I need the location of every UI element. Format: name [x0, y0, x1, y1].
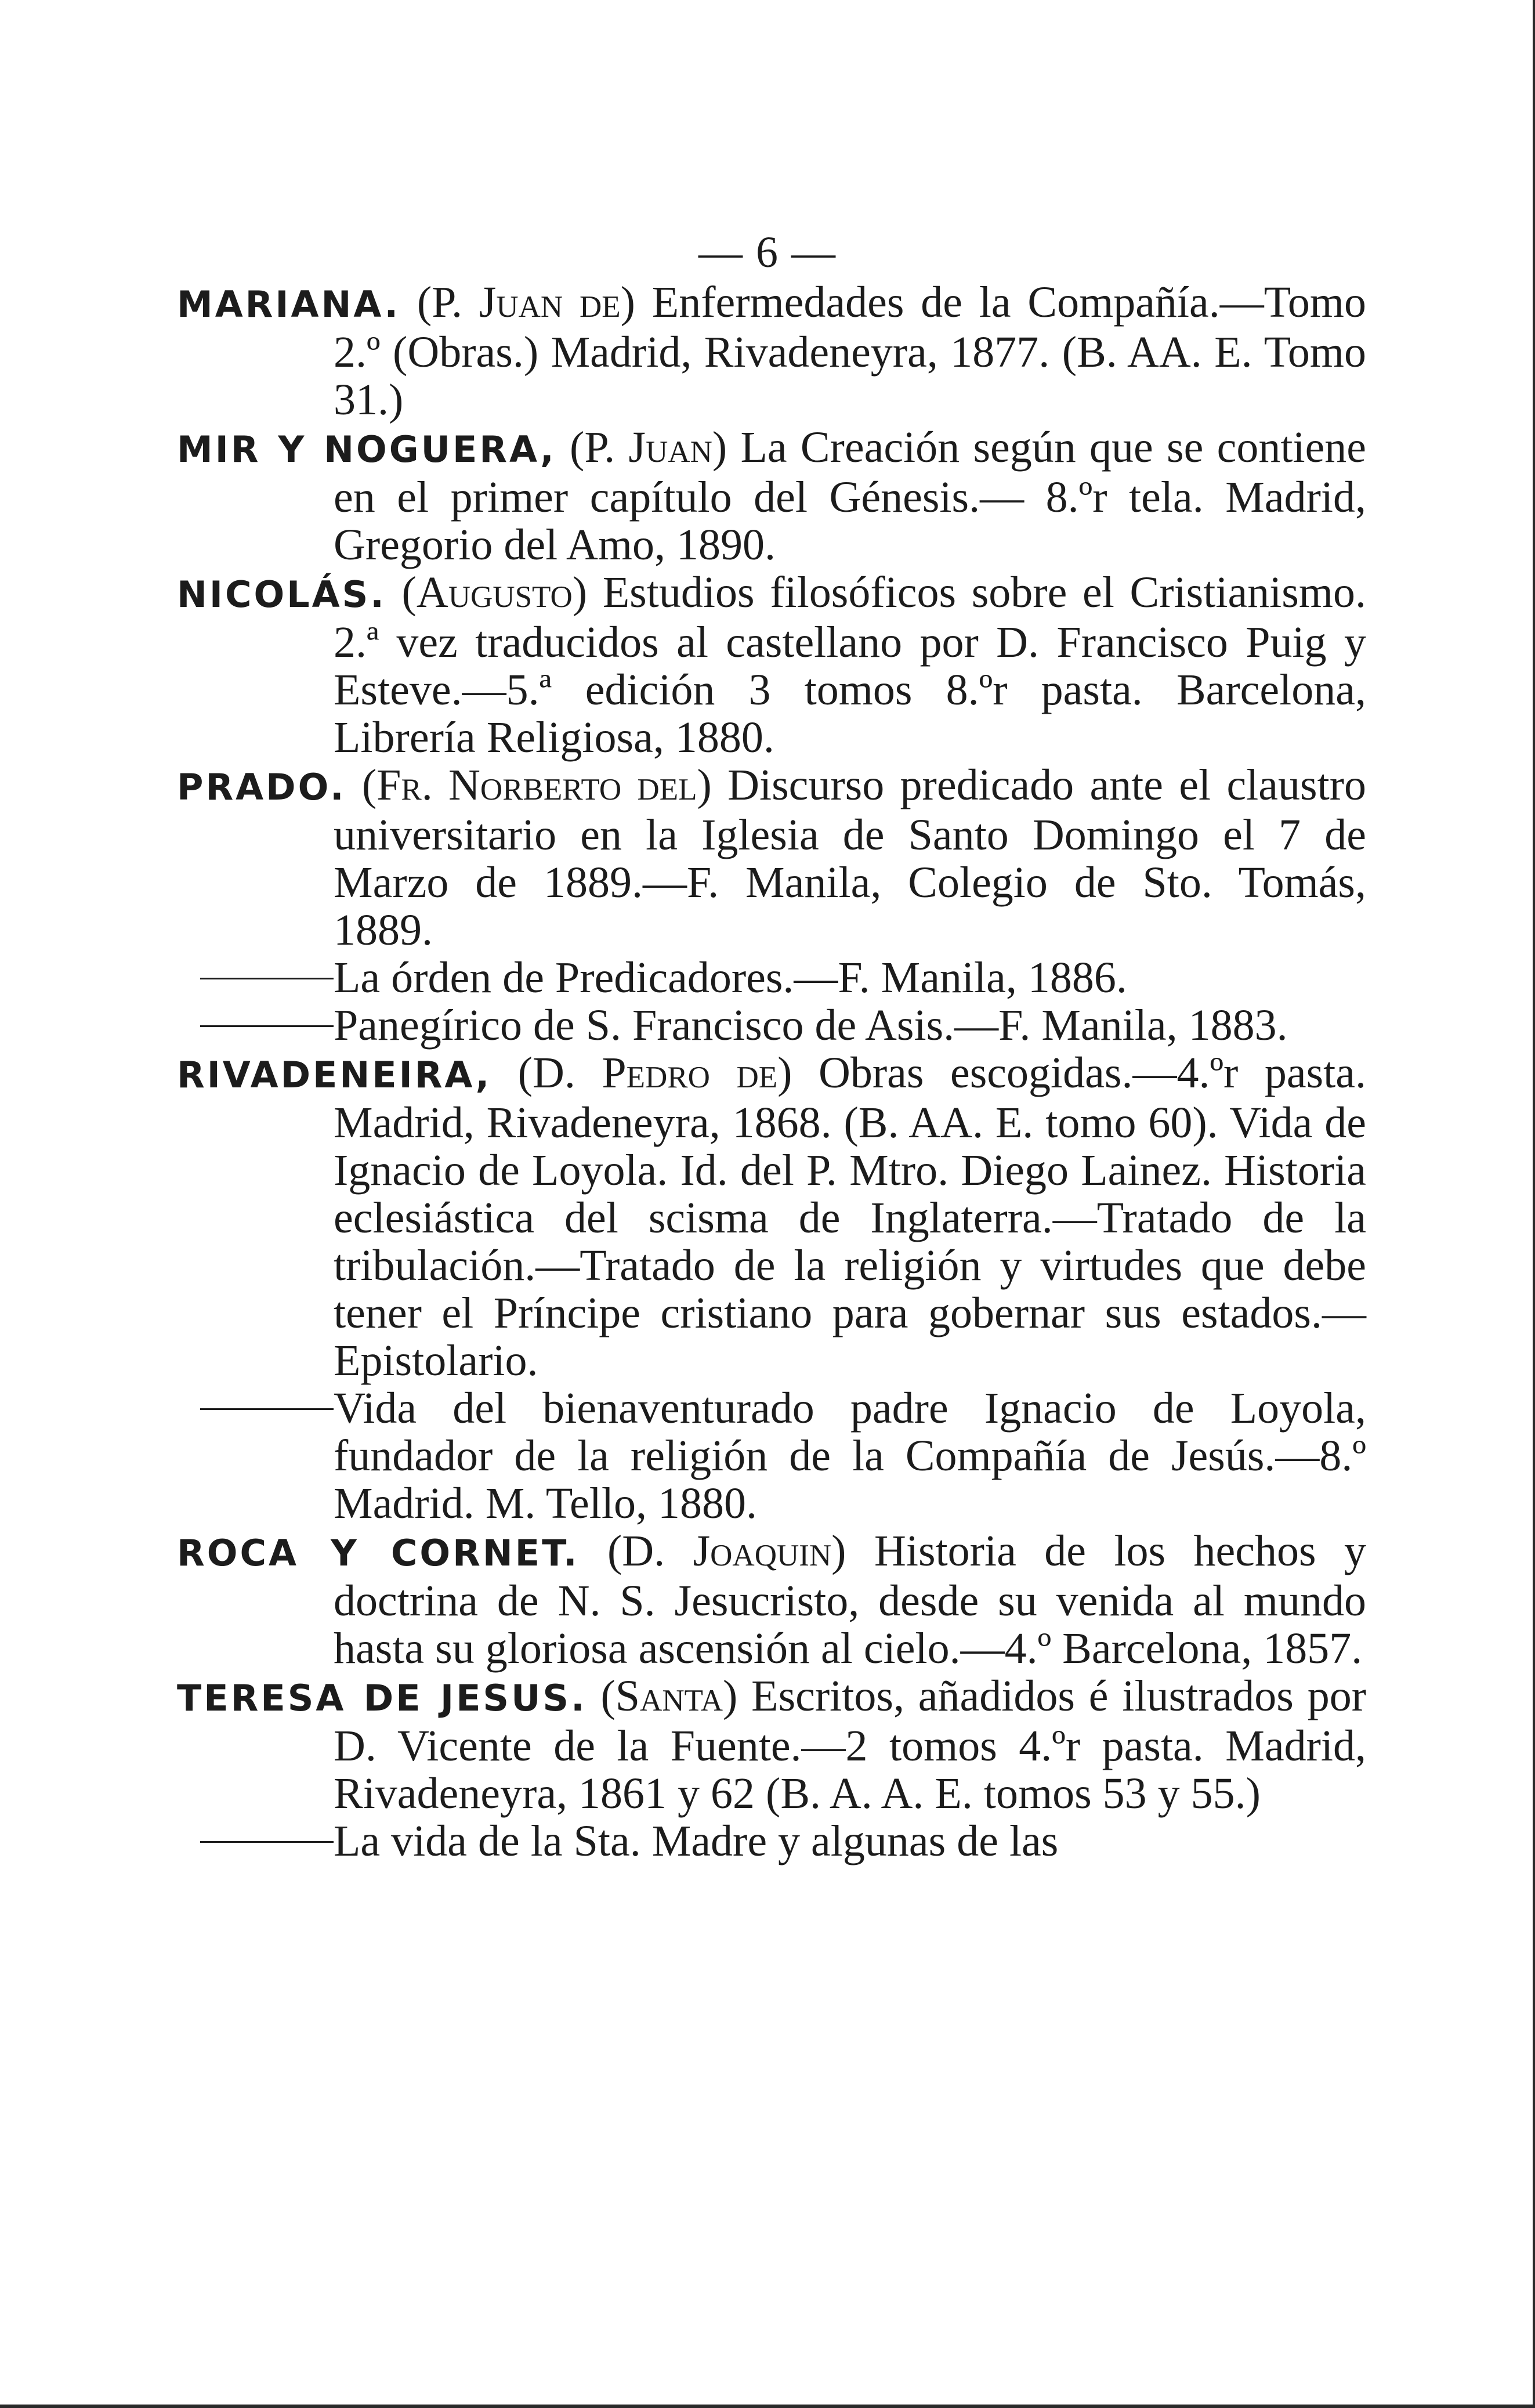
- entry-text: Estudios filosóficos sobre el Cristianismo. 2.ª vez traducidos al castellano por D. Francisco Puig y Esteve.—5.ª edición 3 tomos 8.ºr pasta. Barcelona, Librería Religiosa, 1880.: [334, 568, 1366, 762]
- ditto-dash: [177, 1384, 334, 1432]
- entry-text: La vida de la Sta. Madre y algunas de las: [334, 1817, 1059, 1865]
- entry-text: Escritos, añadidos é ilustrados por D. Vicente de la Fuente.—2 tomos 4.ºr pasta. Madrid, Rivadeneyra, 1861 y 62 (B. A. A. E. tomos 53 y 55.): [334, 1672, 1367, 1818]
- bibliography-entry: [177, 1527, 1366, 1672]
- bibliography-subentry: [177, 954, 1366, 1001]
- bibliography-entry: [177, 279, 1366, 424]
- entry-text: Vida del bienaventurado padre Ignacio de Loyola, fundador de la religión de la Compañía de Jesús.—8.º Madrid. M. Tello, 1880.: [334, 1384, 1366, 1528]
- entry-text: Discurso predicado ante el claustro universitario en la Iglesia de Santo Domingo el 7 de Marzo de 1889.—F. Manila, Colegio de Sto. Tomás, 1889.: [334, 761, 1367, 954]
- entry-heading: MIR Y NOGUERA,: [177, 428, 556, 471]
- bibliography-entry: [177, 761, 1366, 954]
- entry-author: (P. Juan de): [417, 278, 635, 327]
- ditto-dash: [177, 1817, 334, 1865]
- entry-author: (D. Joaquin): [607, 1527, 846, 1575]
- entry-author: (P. Juan): [570, 423, 727, 472]
- bibliography-entry: [177, 1049, 1366, 1384]
- entry-author: (D. Pedro de): [517, 1048, 792, 1097]
- entry-author: (Fr. Norberto del): [361, 761, 712, 809]
- bibliography-subentry: [177, 1384, 1366, 1527]
- entry-text: Historia de los hechos y doctrina de N. S. Jesucristo, desde su venida al mundo hasta su gloriosa ascensión al cielo.—4.º Barcelona, 1857.: [334, 1527, 1367, 1673]
- entry-text: La órden de Predicadores.—F. Manila, 1886.: [334, 953, 1127, 1002]
- entry-text: Panegírico de S. Francisco de Asis.—F. Manila, 1883.: [334, 1001, 1288, 1050]
- entry-heading: PRADO.: [177, 766, 346, 808]
- entry-author: (Santa): [600, 1672, 738, 1720]
- ditto-dash: [177, 1001, 334, 1049]
- bibliography-entry: [177, 424, 1366, 569]
- ditto-dash: [177, 954, 334, 1001]
- bibliography-list: [177, 279, 1366, 1865]
- bibliography-entry: [177, 1672, 1366, 1817]
- entry-heading: NICOLÁS.: [177, 573, 386, 616]
- bibliography-subentry: [177, 1001, 1366, 1049]
- entry-heading: RIVADENEIRA,: [177, 1054, 492, 1096]
- entry-heading: MARIANA.: [177, 283, 401, 326]
- entry-heading: TERESA DE JESUS.: [177, 1677, 587, 1719]
- bibliography-subentry: [177, 1817, 1366, 1865]
- entry-text: Enfermedades de la Compañía.—Tomo 2.º (Obras.) Madrid, Rivadeneyra, 1877. (B. AA. E. Tomo 31.): [334, 278, 1367, 424]
- entry-text: Obras escogidas.—4.ºr pasta. Madrid, Rivadeneyra, 1868. (B. AA. E. tomo 60). Vida de Ignacio de Loyola. Id. del P. Mtro. Diego Lainez. Historia eclesiástica del scisma de Inglaterra.—Tratado de la tribulación.—Tratado de la religión y virtudes que debe tener el Príncipe cristiano para gobernar sus estados.—Epistolario.: [334, 1048, 1367, 1385]
- entry-heading: ROCA Y CORNET.: [177, 1532, 580, 1574]
- entry-text: La Creación según que se contiene en el primer capítulo del Génesis.— 8.ºr tela. Madrid, Gregorio del Amo, 1890.: [334, 423, 1367, 569]
- page-number: — 6 —: [698, 228, 837, 277]
- entry-author: (Augusto): [401, 568, 588, 617]
- bibliography-entry: [177, 569, 1366, 761]
